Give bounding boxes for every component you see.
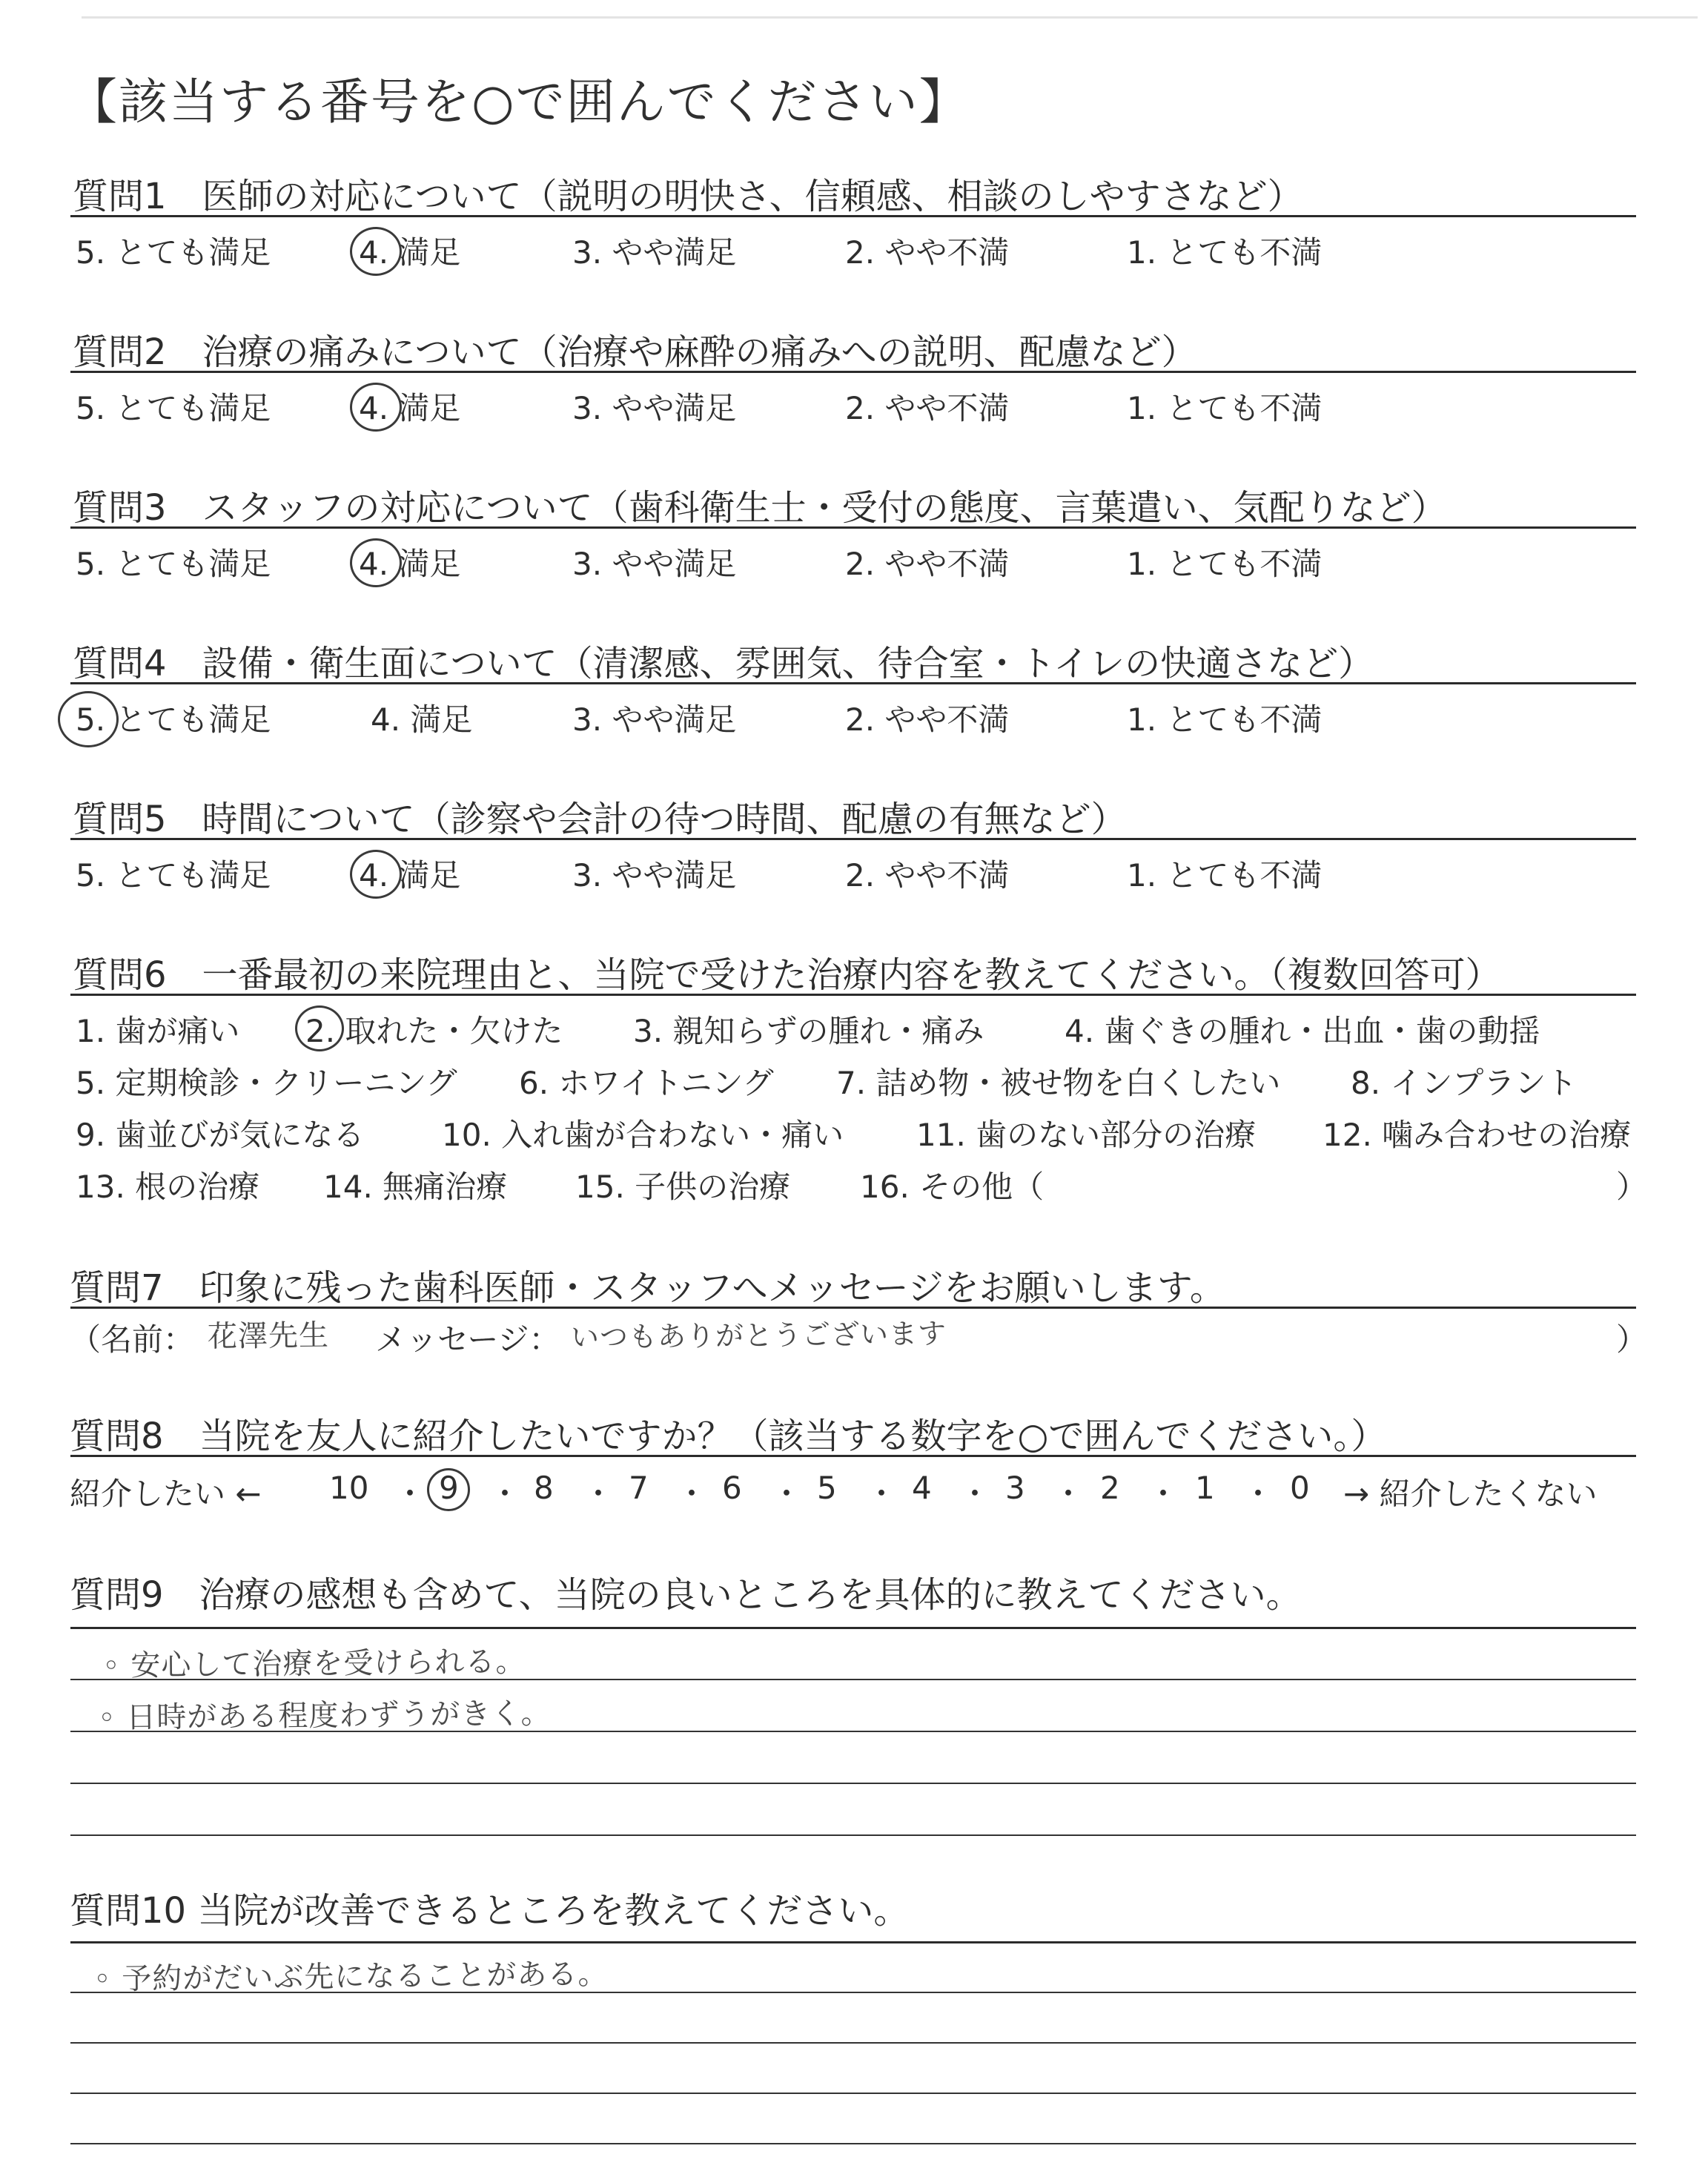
q8-dot: ・ [771,1476,803,1512]
q10-line-5 [70,2143,1636,2144]
q10-answer-1-text: 予約がだいぶ先になることがある。 [122,1957,609,1997]
q4-option-1[interactable]: 1. とても不満 [1127,701,1323,738]
q8-left-label: 紹介したい ← [70,1476,262,1512]
q5-selection-circle [350,850,402,899]
q3-option-1[interactable]: 1. とても不満 [1127,546,1323,582]
q6-option-4[interactable]: 4. 歯ぐきの腫れ・出血・歯の動揺 [1065,1013,1540,1049]
q6-option-11[interactable]: 11. 歯のない部分の治療 [916,1117,1257,1153]
q6-option-7[interactable]: 7. 詰め物・被せ物を白くしたい [836,1065,1281,1101]
q4-option-2[interactable]: 2. やや不満 [845,701,1010,738]
q4-selection-circle [58,691,119,747]
q6-option-10[interactable]: 10. 入れ歯が合わない・痛い [442,1117,844,1153]
q9-line-5 [70,1834,1636,1836]
q2-option-5[interactable]: 5. とても満足 [76,390,271,426]
question-2-rule [70,371,1636,373]
bullet-icon: ◦ [102,1648,121,1683]
q6-option-9[interactable]: 9. 歯並びが気になる [76,1117,365,1153]
bullet-icon: ◦ [97,1700,116,1736]
q8-dot: ・ [866,1476,898,1512]
question-8-label: 質問8 当院を友人に紹介したいですか？（該当する数字を○で囲んでください。） [70,1416,1387,1457]
q8-option-2[interactable]: 2 [1100,1470,1120,1506]
question-4-label: 質問4 設備・衛生面について（清潔感、雰囲気、待合室・トイレの快適さなど） [73,643,1374,684]
q6-option-3[interactable]: 3. 親知らずの腫れ・痛み [633,1013,984,1049]
question-3-rule [70,526,1636,529]
question-8-rule [70,1455,1636,1457]
q6-option-5[interactable]: 5. 定期検診・クリーニング [76,1065,457,1101]
q9-line-4 [70,1783,1636,1784]
q8-option-0[interactable]: 0 [1290,1470,1310,1506]
q10-line-1 [70,1941,1636,1943]
q1-option-3[interactable]: 3. やや満足 [572,234,737,271]
q8-option-9[interactable]: 9 [439,1470,459,1506]
q9-answer-2-text: 日時がある程度わずうがきく。 [126,1696,552,1735]
q8-dot: ・ [676,1476,708,1512]
q4-option-4[interactable]: 4. 満足 [371,701,473,738]
q7-message-label: メッセージ： [375,1321,560,1358]
q8-dot: ・ [489,1476,521,1512]
question-2-label: 質問2 治療の痛みについて（治療や麻酔の痛みへの説明、配慮など） [73,331,1197,373]
question-7-rule [70,1307,1636,1309]
form-title: 【該当する番号を○で囲んでください】 [68,73,970,131]
q10-line-4 [70,2093,1636,2094]
question-5-label: 質問5 時間について（診察や会計の待つ時間、配慮の有無など） [73,799,1127,840]
q7-name-value[interactable]: 花澤先生 [207,1318,330,1354]
q2-option-1[interactable]: 1. とても不満 [1127,390,1323,426]
q8-dot: ・ [1242,1476,1274,1512]
question-7-label: 質問7 印象に残った歯科医師・スタッフへメッセージをお願いします。 [70,1267,1225,1309]
question-10-label: 質問10 当院が改善できるところを教えてください。 [70,1890,910,1932]
q3-option-3[interactable]: 3. やや満足 [572,546,737,582]
q8-option-3[interactable]: 3 [1005,1470,1025,1506]
top-border [82,16,1698,19]
q4-option-5[interactable]: 5. とても満足 [76,701,271,738]
q5-option-2[interactable]: 2. やや不満 [845,857,1010,894]
q5-option-3[interactable]: 3. やや満足 [572,857,737,894]
q8-selection-circle [427,1468,470,1511]
q9-answer-1-text: 安心して治療を受けられる。 [130,1645,526,1683]
q6-option-8[interactable]: 8. インプラント [1351,1065,1578,1101]
q8-dot: ・ [1148,1476,1179,1512]
q1-option-5[interactable]: 5. とても満足 [76,234,271,271]
q2-option-4[interactable]: 4. 満足 [359,390,461,426]
question-5-rule [70,838,1636,840]
q8-right-label: → 紹介したくない [1343,1476,1598,1512]
q8-option-8[interactable]: 8 [534,1470,554,1506]
q8-option-10[interactable]: 10 [329,1470,369,1506]
q6-other-close-paren: ） [1616,1169,1648,1205]
q1-selection-circle [350,227,402,276]
q5-option-1[interactable]: 1. とても不満 [1127,857,1323,894]
q6-option-1[interactable]: 1. 歯が痛い [76,1013,240,1049]
q6-option-6[interactable]: 6. ホワイトニング [519,1065,774,1101]
q8-dot: ・ [394,1476,426,1512]
q2-selection-circle [350,383,402,432]
q8-option-1[interactable]: 1 [1195,1470,1215,1506]
q6-option-14[interactable]: 14. 無痛治療 [323,1169,508,1205]
q7-close-paren: ） [1616,1321,1648,1358]
q1-option-1[interactable]: 1. とても不満 [1127,234,1323,271]
q10-line-3 [70,2042,1636,2044]
q9-line-1 [70,1627,1636,1629]
q2-option-2[interactable]: 2. やや不満 [845,390,1010,426]
q3-option-4[interactable]: 4. 満足 [359,546,461,582]
q6-option-15[interactable]: 15. 子供の治療 [575,1169,791,1205]
bullet-icon: ◦ [93,1962,112,1997]
question-6-label: 質問6 一番最初の来院理由と、当院で受けた治療内容を教えてください。（複数回答可） [73,954,1501,996]
q4-option-3[interactable]: 3. やや満足 [572,701,737,738]
q7-name-label: （名前： [70,1321,195,1358]
q9-answer-1[interactable] [102,1638,526,1685]
q3-option-2[interactable]: 2. やや不満 [845,546,1010,582]
question-6-rule [70,994,1636,996]
q1-option-2[interactable]: 2. やや不満 [845,234,1010,271]
q6-option-12[interactable]: 12. 噛み合わせの治療 [1323,1117,1632,1153]
q8-option-6[interactable]: 6 [722,1470,742,1506]
q5-option-4[interactable]: 4. 満足 [359,857,461,894]
q6-option-16[interactable]: 16. その他（ [860,1169,1045,1205]
q3-option-5[interactable]: 5. とても満足 [76,546,271,582]
q6-option-13[interactable]: 13. 根の治療 [76,1169,260,1205]
q9-answer-2[interactable] [98,1690,552,1737]
q6-selection-circle [295,1005,344,1051]
q1-option-4[interactable]: 4. 満足 [359,234,461,271]
question-3-label: 質問3 スタッフの対応について（歯科衛生士・受付の態度、言葉遣い、気配りなど） [73,487,1447,529]
q8-dot: ・ [583,1476,615,1512]
question-4-rule [70,682,1636,684]
q10-answer-1[interactable] [93,1950,609,1998]
q8-option-4[interactable]: 4 [912,1470,932,1506]
q2-option-3[interactable]: 3. やや満足 [572,390,737,426]
q3-selection-circle [350,538,402,587]
q8-dot: ・ [1053,1476,1085,1512]
q6-option-2[interactable]: 2. 取れた・欠けた [305,1013,563,1049]
q8-option-5[interactable]: 5 [817,1470,837,1506]
q8-option-7[interactable]: 7 [629,1470,649,1506]
question-9-label: 質問9 治療の感想も含めて、当院の良いところを具体的に教えてください。 [70,1574,1302,1616]
q8-dot: ・ [959,1476,991,1512]
question-1-rule [70,215,1636,217]
q5-option-5[interactable]: 5. とても満足 [76,857,271,894]
question-1-label: 質問1 医師の対応について（説明の明快さ、信頼感、相談のしやすさなど） [73,176,1303,217]
q7-message-value[interactable]: いつもありがとうございます [570,1317,947,1354]
